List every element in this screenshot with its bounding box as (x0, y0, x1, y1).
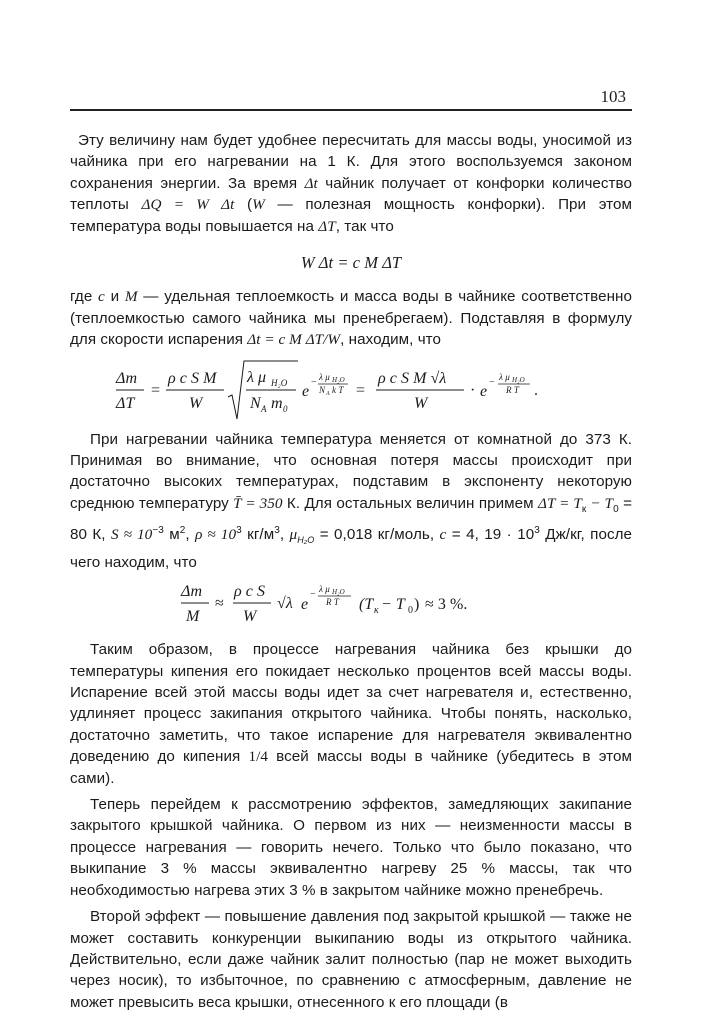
paragraph-5: Теперь перейдем к рассмотрению эффектов, замедляющих закипание закрытого крышкой чайника. О первом из них — неизменности массы в процессе нагревания — говорить нечего. Только что было показано, что выкипание 3 % массы эквивалентно нагреву 25 % массы, так что необходимостью нагрева этих 3 % в закрытом чайнике можно пренебречь. (70, 796, 632, 899)
equation-mass-fraction (181, 575, 521, 631)
svg-text:(T: (T (359, 596, 374, 614)
svg-text:λ μ: λ μ (247, 368, 267, 386)
svg-text:ρ c S M: ρ c S M (168, 369, 217, 387)
svg-text:N: N (319, 384, 326, 395)
svg-text:к: к (374, 605, 379, 617)
svg-text:e: e (302, 382, 310, 400)
svg-text:R T: R T (506, 384, 519, 395)
svg-text:N: N (250, 394, 261, 412)
svg-text:.: . (534, 381, 539, 399)
svg-text:λ μ: λ μ (319, 371, 330, 382)
svg-text:e: e (480, 382, 488, 400)
svg-text:H₂O: H₂O (512, 375, 525, 384)
equation-evaporation-rate (116, 357, 586, 425)
svg-text:A: A (261, 403, 267, 414)
svg-text:=: = (151, 381, 161, 399)
paragraph-6: Второй эффект — повышение давления под закрытой крышкой — также не может составить конкуренции выкипанию воды из открытого чайника. Действительно, если даже чайник залит полностью (пар не может выходить через носик), то избыточное, по сравнению с атмосферным, давление не может превысить веса крышки, отнесенного к его площади (в (70, 908, 632, 1011)
svg-text:·: · (470, 381, 476, 399)
svg-text:√λ: √λ (277, 595, 293, 613)
svg-text:W: W (414, 394, 428, 412)
svg-text:ρ c S: ρ c S (234, 583, 266, 601)
paragraph-4: Таким образом, в процессе нагревания чайника без крышки до температуры кипения его покидает несколько процентов всей массы воды. Испарение всей этой массы воды идет за счет нагревателя и, естественно, удлиняет процесс закипания открытого чайника. Чтобы понять, насколько, достаточно заметить, что такое испарение для нагревателя эквивалентно доведению до кипения 1/4 всей массы воды в чайнике (убедитесь в этом сами). (70, 641, 632, 787)
svg-text:H₂O: H₂O (271, 377, 288, 388)
svg-text:): ) (414, 596, 420, 614)
paragraph-3: При нагревании чайника температура меняется от комнатной до 373 К. Принимая во внимание, что основная потеря массы происходит при достаточно высоких температурах, подставим в экспоненту некоторую среднюю температуру T̄ = 350 К. Для остальных величин примем $\Delta T = T_к - T_0 = 80$ К, $S \approx 10^{-3}$ $м^2$, $\rho \approx 10^3$ $кг/м^3$, $\mu_{H_2O} = 0,018$ кг/моль, c = 4, $19 \cdot 10^3$ Дж/кг, после чего находим, что (70, 430, 633, 571)
svg-text:0: 0 (408, 605, 414, 617)
page-body (70, 130, 632, 1013)
svg-text:e: e (301, 596, 309, 614)
svg-text:W: W (243, 608, 257, 626)
svg-text:H₂O: H₂O (332, 375, 345, 384)
svg-text:Δm: Δm (181, 583, 203, 601)
page-number: 103 (600, 87, 626, 106)
svg-text:λ μ: λ μ (499, 371, 510, 382)
svg-text:≈ 3 %.: ≈ 3 %. (425, 596, 468, 614)
svg-text:ρ c S M √λ: ρ c S M √λ (378, 369, 447, 387)
paragraph-1: Эту величину нам будет удобнее пересчитать для массы воды, уносимой из чайника при его нагревании на 1 К. Для этого воспользуемся законом сохранения энергии. За время Δt чайник получает от конфорки количество теплоты ΔQ = W Δt (W — полезная мощность конфорки). При этом температура воды повышается на ΔT, так что (70, 132, 633, 235)
svg-text:0: 0 (283, 403, 288, 414)
svg-text:ΔT: ΔT (116, 394, 135, 412)
header-rule (70, 109, 632, 111)
svg-text:λ μ: λ μ (319, 584, 330, 595)
svg-text:≈: ≈ (215, 595, 224, 613)
svg-text:H₂O: H₂O (332, 588, 345, 597)
svg-text:m: m (271, 394, 283, 412)
svg-text:−: − (311, 376, 317, 388)
paragraph-2: где c и M — удельная теплоемкость и масса воды в чайнике соответственно (теплоемкостью самого чайника мы пренебрегаем). Подставляя в формулу для скорости испарения Δt = c M ΔT/W, находим, что (70, 288, 632, 349)
svg-text:R T: R T (326, 597, 339, 608)
equation-energy: W Δt = c M ΔT (300, 253, 402, 273)
svg-text:−: − (310, 589, 316, 601)
svg-text:− T: − T (381, 596, 405, 614)
svg-text:A: A (326, 390, 330, 397)
svg-text:W: W (189, 394, 203, 412)
svg-text:M: M (186, 608, 200, 626)
svg-text:Δm: Δm (116, 369, 138, 387)
svg-text:=: = (356, 381, 366, 399)
svg-text:k T: k T (332, 384, 344, 395)
svg-text:−: − (489, 376, 495, 388)
